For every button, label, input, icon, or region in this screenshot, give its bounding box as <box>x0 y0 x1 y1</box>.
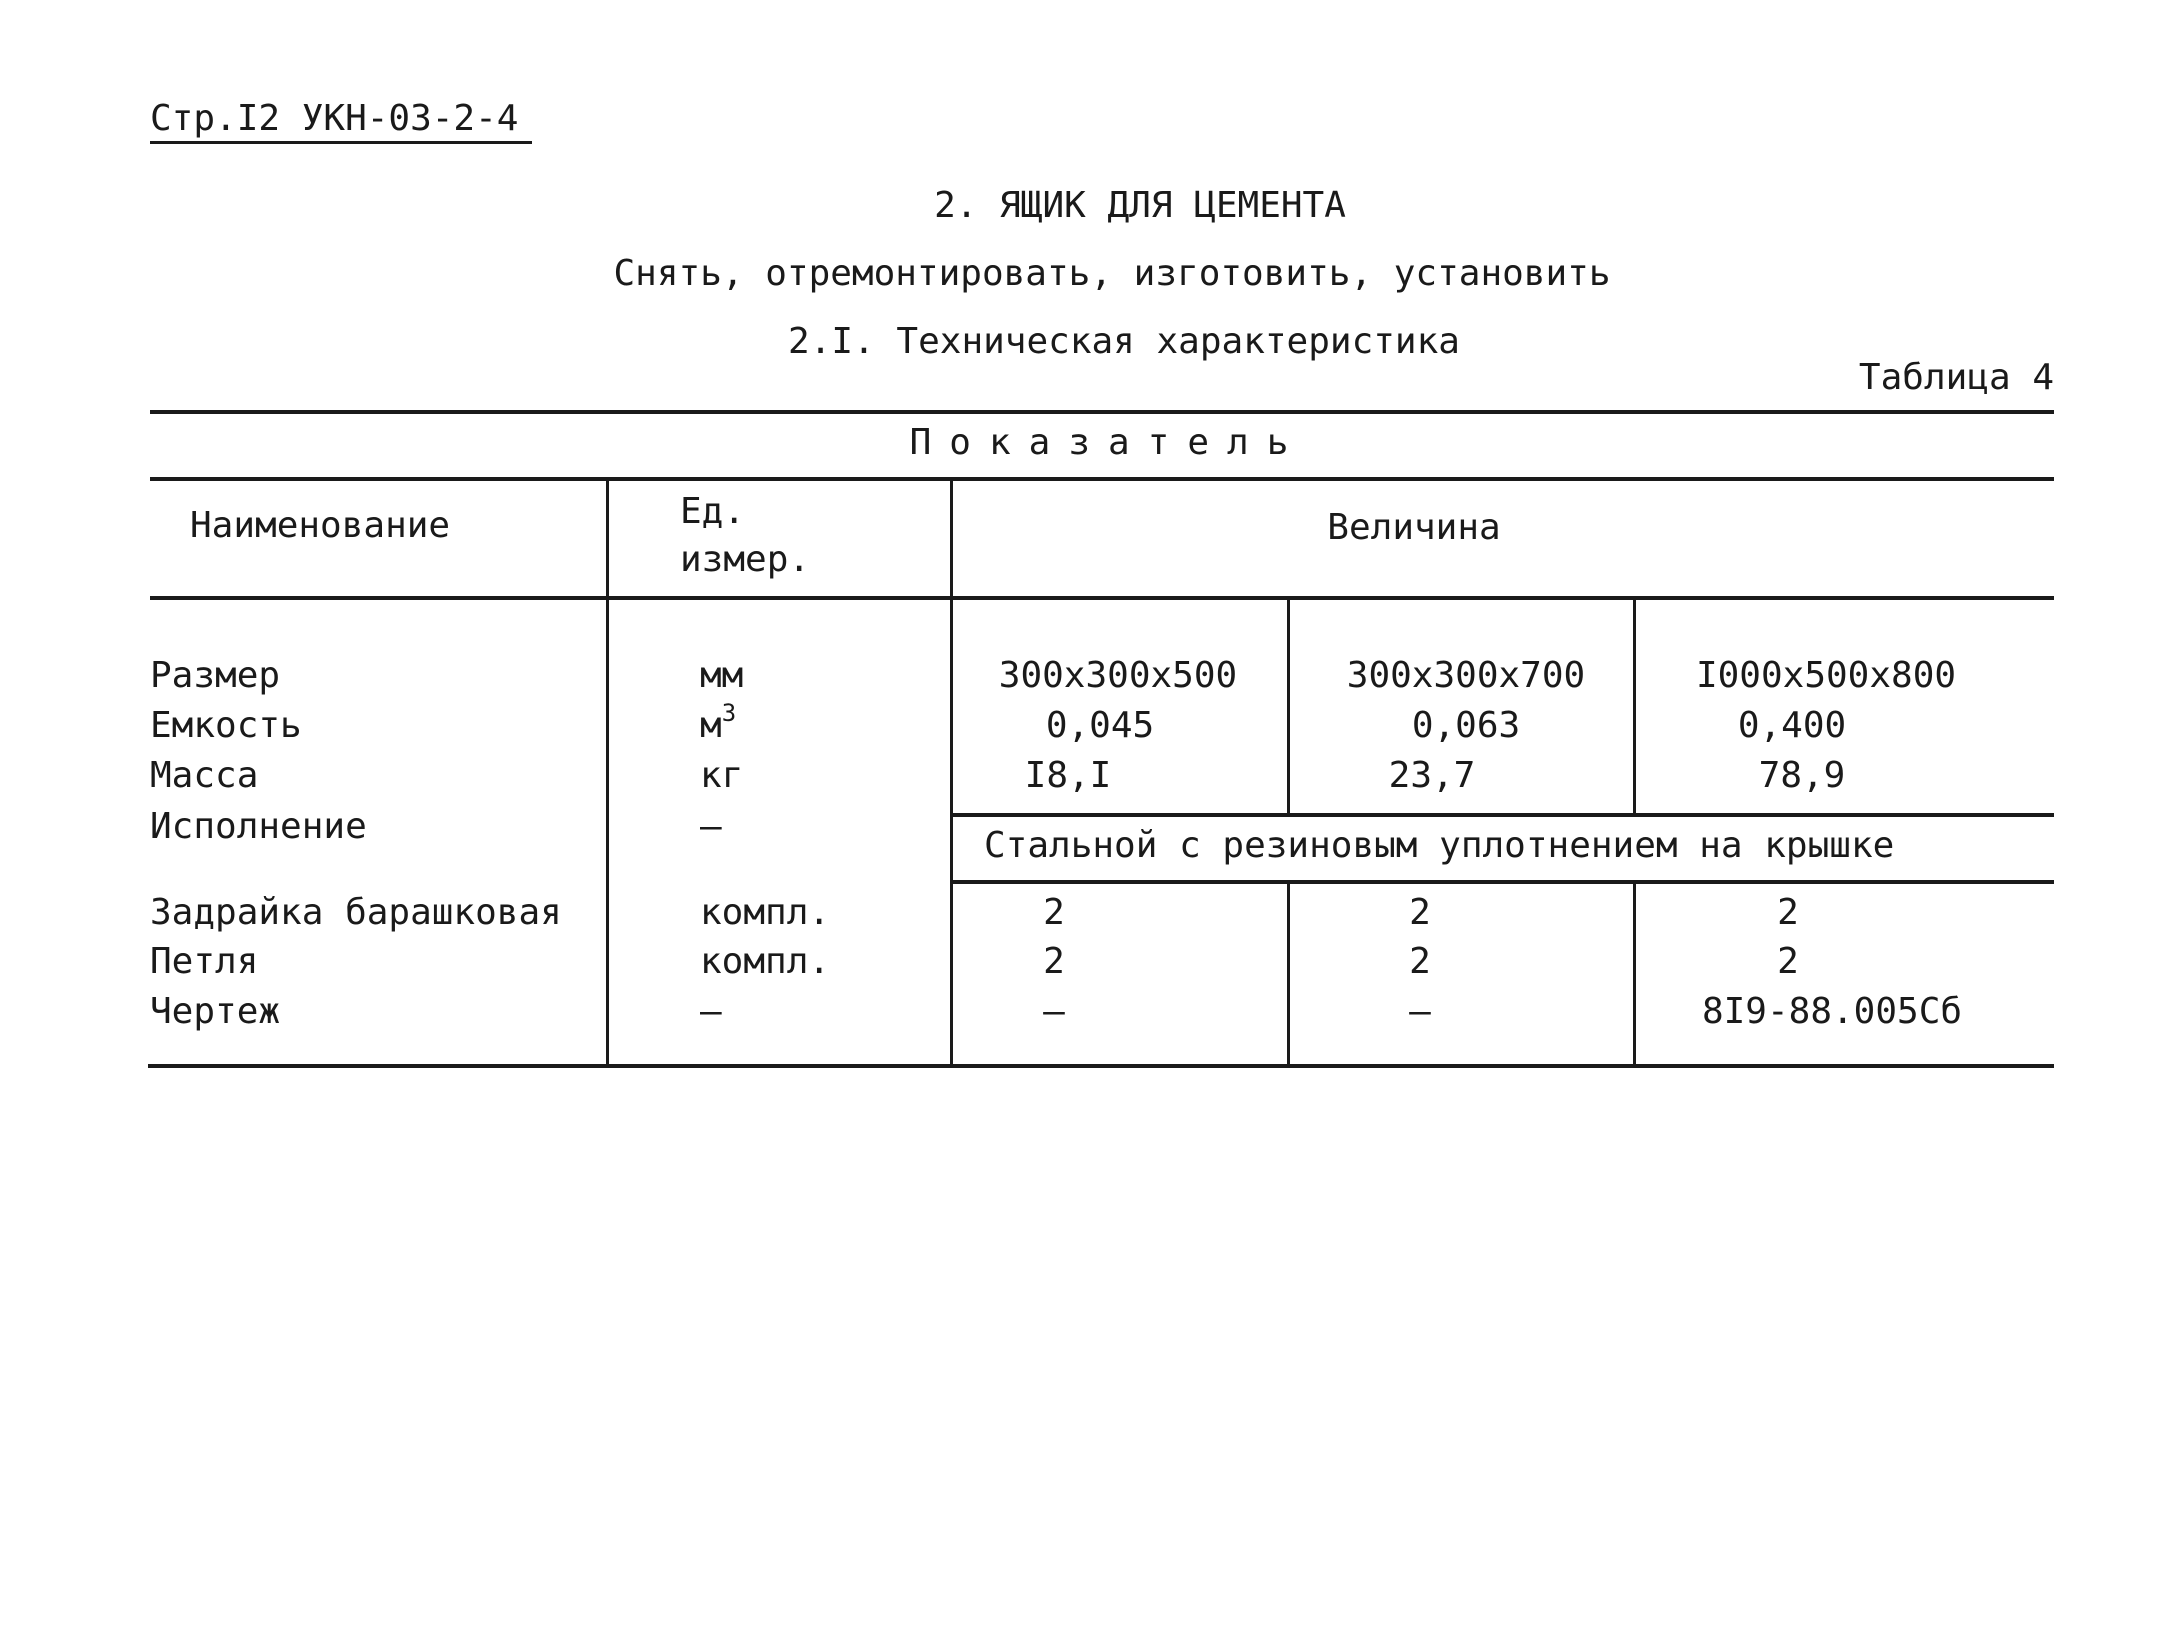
row-unit: мм <box>700 655 744 696</box>
subsection-title: 2.I. Техническая характеристика <box>788 321 1460 362</box>
row-value-2: 2 <box>1409 892 1431 933</box>
row-unit: $м^3$ <box>700 699 737 746</box>
page-header: Стр.I2 УКН-03-2-4 <box>150 98 532 144</box>
row-value-3: 0,400 <box>1737 705 1847 746</box>
row-value-1: I8,I <box>1024 755 1112 796</box>
row-value-1: 2 <box>1043 941 1065 982</box>
row-value-2: – <box>1409 991 1431 1032</box>
row-value-1: 0,045 <box>1045 705 1155 746</box>
row-unit: – <box>700 806 722 847</box>
subtitle: Снять, отремонтировать, изготовить, установить <box>613 253 1611 294</box>
row-value-3: I000x500x800 <box>1695 655 1957 696</box>
unit-superscript: 3 <box>721 699 737 727</box>
row-value-2: 2 <box>1409 941 1431 982</box>
row-name: Емкость <box>150 705 302 746</box>
col-divider-v1-lower <box>1287 882 1290 1066</box>
row-unit: – <box>700 991 722 1032</box>
row-value-1: 300x300x500 <box>998 655 1238 696</box>
row-name: Петля <box>150 941 259 982</box>
group-header: Показатель <box>909 422 1307 463</box>
col-divider-v2-upper <box>1633 598 1636 815</box>
col-header-value: Величина <box>1327 507 1501 548</box>
row-value-3: 2 <box>1777 941 1799 982</box>
col-divider-v1-upper <box>1287 598 1290 815</box>
row-name: Чертеж <box>150 991 281 1032</box>
row-unit: кг <box>700 755 744 796</box>
table-label: Таблица 4 <box>1858 357 2054 398</box>
row-name: Задрайка барашковая <box>150 892 562 933</box>
row-value-2: 23,7 <box>1388 755 1476 796</box>
col-header-unit-line1: Ед. <box>680 491 746 532</box>
section-title: 2. ЯЩИК ДЛЯ ЦЕМЕНТА <box>934 185 1346 226</box>
column-header-rule <box>150 596 2054 600</box>
group-header-rule <box>150 477 2054 481</box>
col-divider-name <box>606 479 609 1066</box>
row-unit: компл. <box>700 892 831 933</box>
merged-value: Стальной с резиновым уплотнением на крышке <box>984 825 1895 866</box>
row-unit: компл. <box>700 941 831 982</box>
row-value-1: – <box>1043 991 1065 1032</box>
table-top-rule <box>150 410 2054 414</box>
col-divider-v2-lower <box>1633 882 1636 1066</box>
col-header-unit-line2: измер. <box>680 539 811 580</box>
col-divider-unit <box>950 479 953 1066</box>
row-name: Размер <box>150 655 281 696</box>
row-name: Масса <box>150 755 259 796</box>
col-header-name: Наименование <box>190 505 451 546</box>
row-name: Исполнение <box>150 806 367 847</box>
table-bottom-rule <box>148 1064 2054 1068</box>
row-value-1: 2 <box>1043 892 1065 933</box>
row-value-2: 0,063 <box>1411 705 1521 746</box>
row-value-2: 300x300x700 <box>1346 655 1586 696</box>
row-value-3: 78,9 <box>1758 755 1846 796</box>
merged-row-top-rule <box>952 813 2054 817</box>
merged-row-bottom-rule <box>952 880 2054 884</box>
row-value-3: 2 <box>1777 892 1799 933</box>
row-value-3: 8I9-88.005Сб <box>1701 991 1963 1032</box>
